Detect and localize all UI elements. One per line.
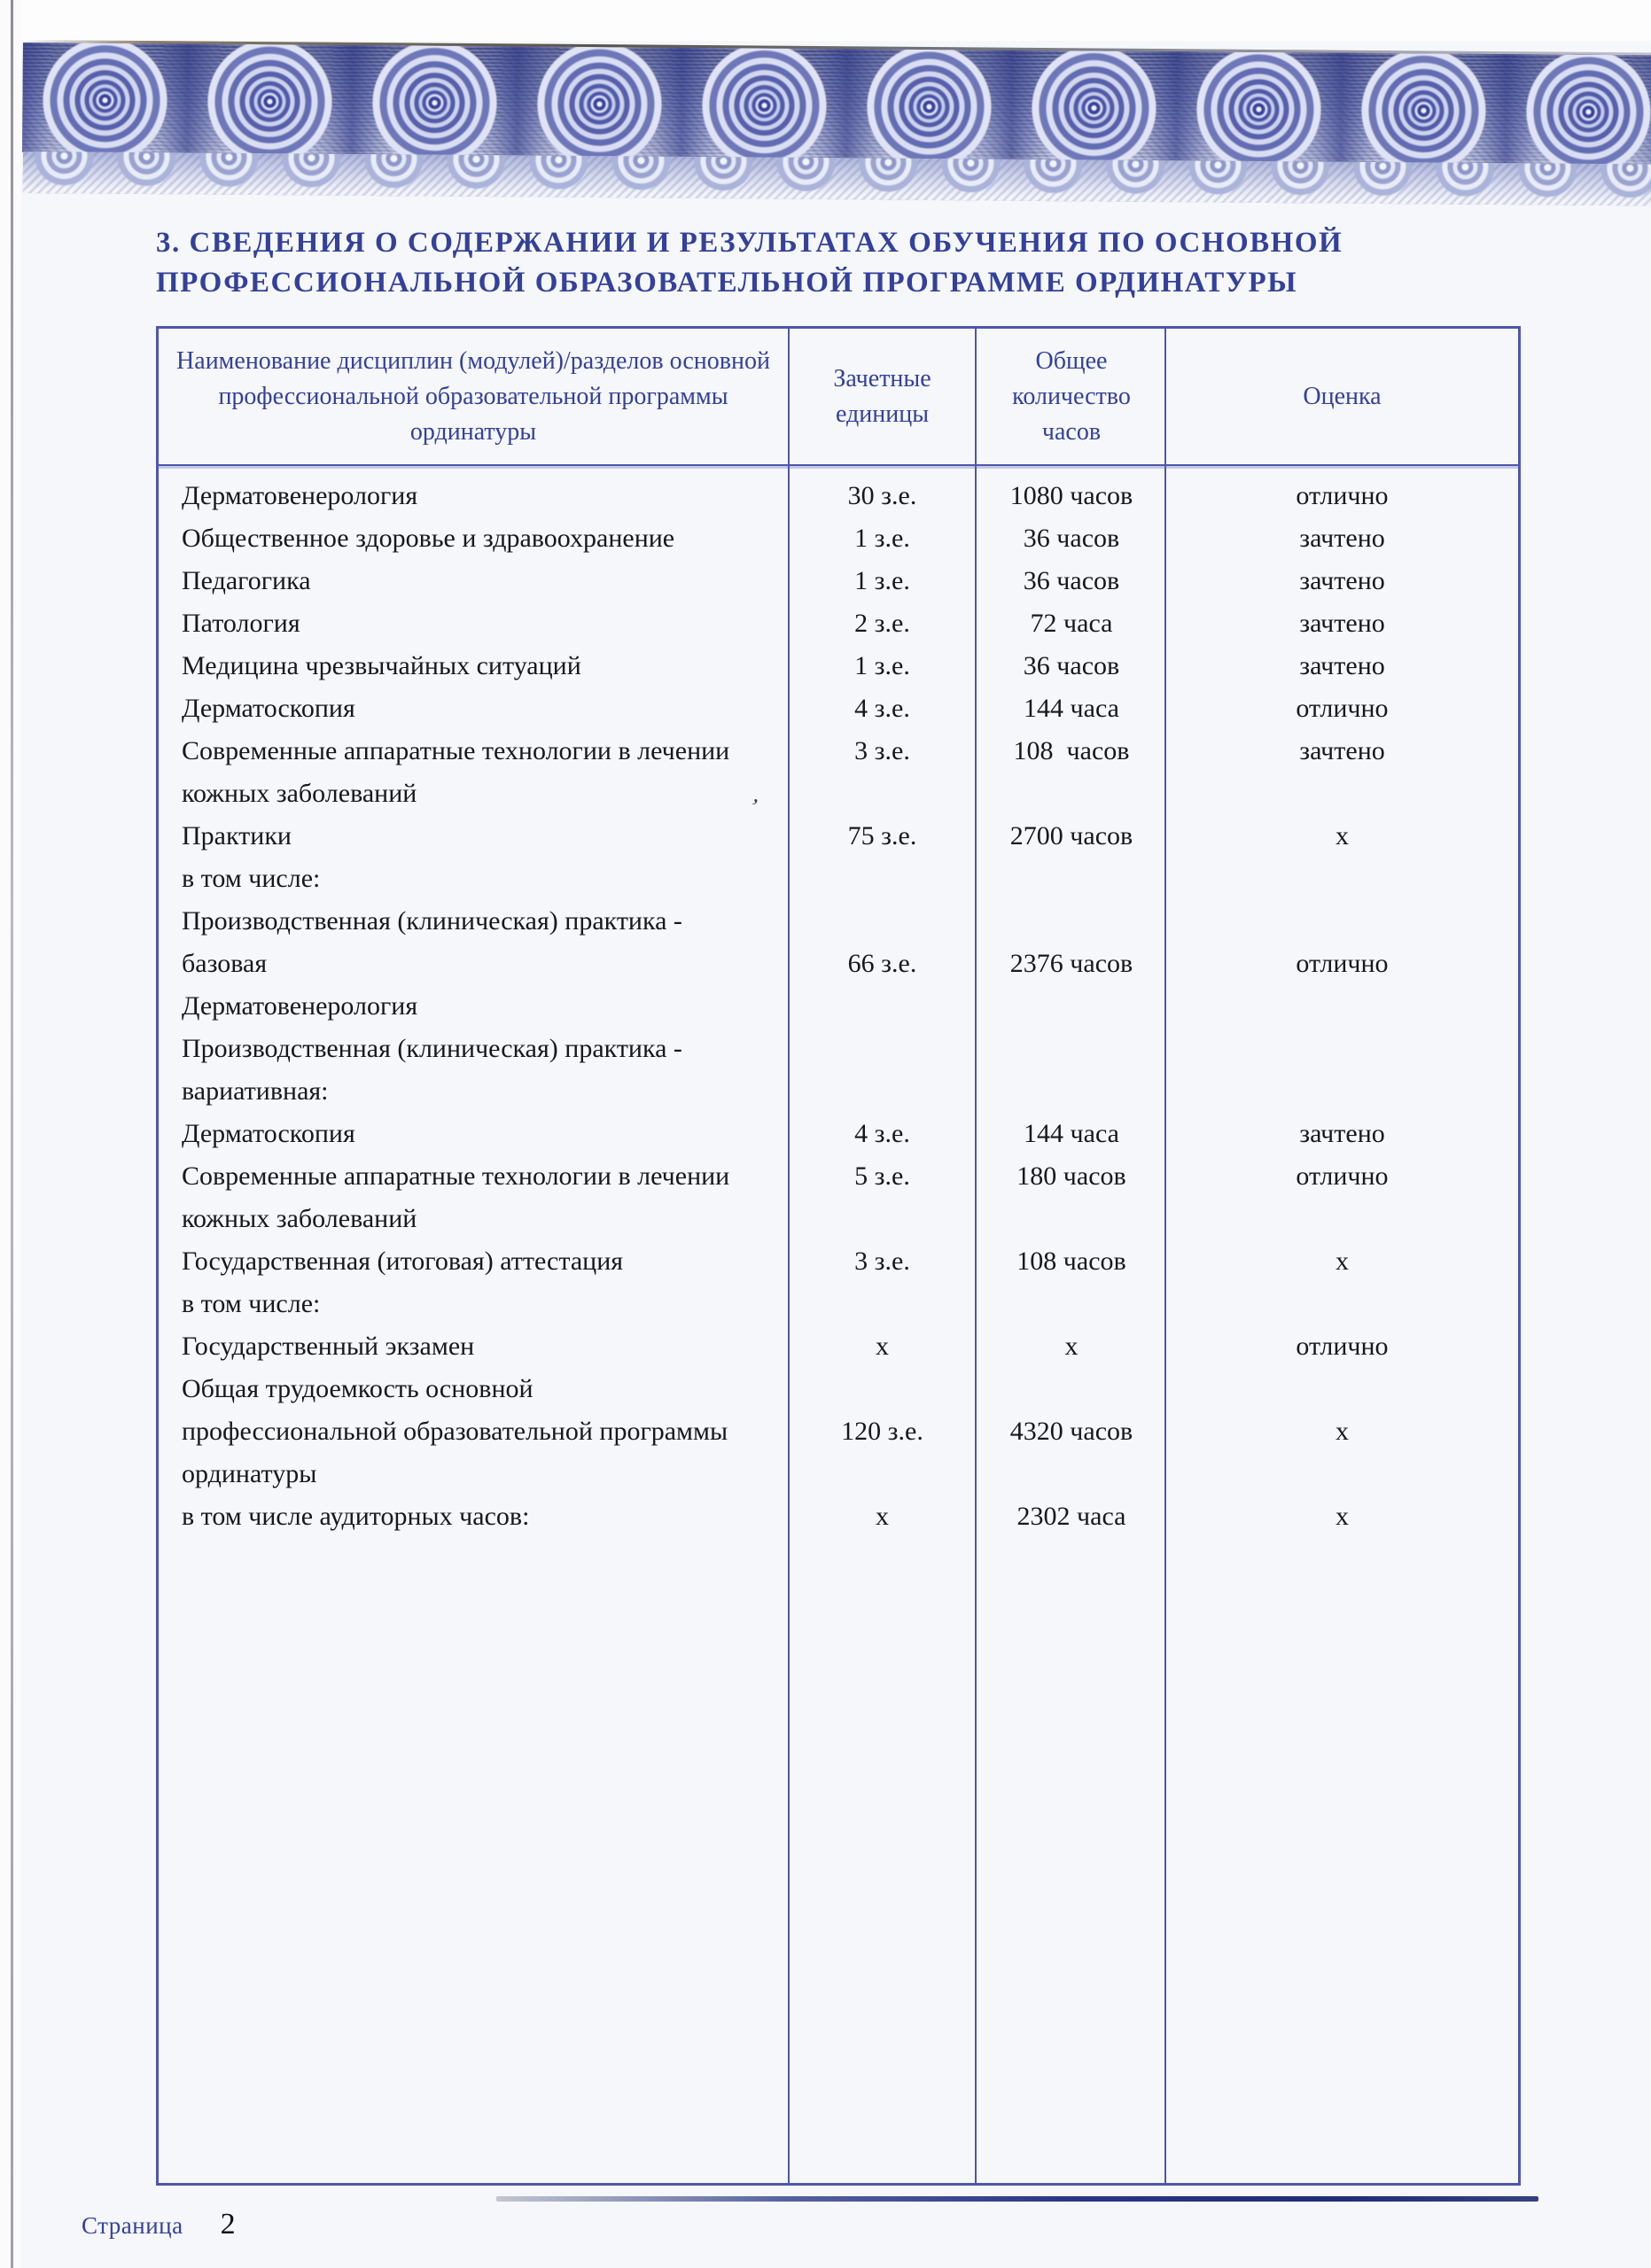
- column-divider-3: [1164, 329, 1166, 2183]
- header-credit-units: Зачетные единицы: [833, 364, 931, 428]
- scan-top-margin: [0, 0, 1651, 41]
- cell-discipline: Производственная (клиническая) практика -: [182, 1034, 682, 1063]
- column-divider-1: [788, 329, 790, 2183]
- cell-discipline: Современные аппаратные технологии в лечении: [182, 1161, 730, 1191]
- cell-credit-units: 120 з.е.: [841, 1417, 923, 1446]
- cell-total-hours: 72 часа: [1030, 609, 1113, 638]
- table-row: [159, 815, 1518, 858]
- table-row: [159, 773, 1518, 815]
- cell-grade: зачтено: [1299, 566, 1385, 595]
- header-total-hours: Общее количество часов: [1012, 346, 1131, 446]
- table-row: [159, 645, 1518, 687]
- cell-grade: отлично: [1296, 949, 1389, 978]
- footer-page-number: 2: [220, 2208, 236, 2241]
- cell-discipline: в том числе аудиторных часов:: [182, 1502, 530, 1531]
- guilloche-border: [22, 43, 1651, 166]
- cell-credit-units: 66 з.е.: [847, 949, 917, 978]
- table-row: [159, 1283, 1518, 1325]
- cell-credit-units: 1 з.е.: [854, 651, 910, 680]
- cell-credit-units: 3 з.е.: [854, 1247, 910, 1276]
- page-footer: [82, 2208, 236, 2241]
- cell-discipline: в том числе:: [182, 864, 321, 893]
- cell-discipline: Дерматоскопия: [182, 694, 355, 723]
- table-row: [159, 560, 1518, 602]
- table-row: [159, 985, 1518, 1028]
- cell-discipline: Дерматоскопия: [182, 1119, 355, 1148]
- cell-total-hours: 108 часов: [1013, 736, 1130, 765]
- cell-grade: х: [1336, 1247, 1349, 1276]
- cell-grade: зачтено: [1299, 736, 1385, 765]
- table-row: [159, 900, 1518, 943]
- cell-discipline: Практики: [182, 821, 292, 850]
- cell-discipline: Патология: [182, 609, 300, 638]
- cell-total-hours: 36 часов: [1023, 651, 1120, 680]
- section-title-line-1: 3. СВЕДЕНИЯ О СОДЕРЖАНИИ И РЕЗУЛЬТАТАХ ОБУЧЕНИЯ ПО ОСНОВНОЙ: [156, 227, 1343, 259]
- cell-discipline: Общественное здоровье и здравоохранение: [182, 524, 675, 553]
- cell-credit-units: 3 з.е.: [854, 736, 910, 765]
- table-row: [159, 1113, 1518, 1155]
- cell-credit-units: 1 з.е.: [854, 524, 910, 553]
- cell-credit-units: 4 з.е.: [854, 694, 910, 723]
- header-discipline: Наименование дисциплин (модулей)/разделов основной профессиональной образовательной программы ординатуры: [176, 346, 770, 446]
- cell-total-hours: 144 часа: [1024, 1119, 1119, 1148]
- cell-grade: зачтено: [1299, 1119, 1385, 1148]
- cell-grade: х: [1336, 1502, 1349, 1531]
- cell-total-hours: 180 часов: [1016, 1161, 1126, 1191]
- section-title: [156, 223, 1538, 303]
- scan-page-edge-line: [11, 0, 13, 2268]
- cell-credit-units: 4 з.е.: [854, 1119, 910, 1148]
- table-row: [159, 1240, 1518, 1283]
- cell-credit-units: 1 з.е.: [854, 566, 910, 595]
- cell-discipline: ординатуры: [182, 1459, 317, 1488]
- table-row: [159, 1453, 1518, 1495]
- cell-grade: х: [1336, 821, 1349, 850]
- cell-credit-units: 2 з.е.: [854, 609, 910, 638]
- cell-total-hours: х: [1064, 1332, 1079, 1361]
- header-grade: Оценка: [1303, 382, 1382, 410]
- cell-grade: зачтено: [1299, 609, 1385, 638]
- cell-discipline: базовая: [182, 949, 268, 978]
- table-row: [159, 1155, 1518, 1198]
- table-row: [159, 1410, 1518, 1453]
- cell-discipline: Общая трудоемкость основной: [182, 1374, 533, 1403]
- cell-grade: отлично: [1296, 1161, 1389, 1191]
- cell-total-hours: 1080 часов: [1009, 481, 1133, 510]
- cell-total-hours: 4320 часов: [1009, 1417, 1133, 1446]
- cell-discipline: Медицина чрезвычайных ситуаций: [182, 651, 581, 680]
- table-row: [159, 1495, 1518, 1538]
- table-row: [159, 687, 1518, 730]
- cell-discipline: в том числе:: [182, 1289, 321, 1318]
- table-row: [159, 517, 1518, 560]
- cell-grade: зачтено: [1299, 651, 1385, 680]
- table-row: [159, 602, 1518, 645]
- cell-credit-units: 75 з.е.: [847, 821, 917, 850]
- cell-grade: х: [1336, 1417, 1349, 1446]
- cell-grade: отлично: [1296, 1332, 1389, 1361]
- cell-total-hours: 144 часа: [1024, 694, 1119, 723]
- section-title-line-2: ПРОФЕССИОНАЛЬНОЙ ОБРАЗОВАТЕЛЬНОЙ ПРОГРАММЕ ОРДИНАТУРЫ: [156, 267, 1298, 299]
- cell-discipline: вариативная:: [182, 1076, 329, 1106]
- cell-grade: зачтено: [1299, 524, 1385, 553]
- table-row: [159, 858, 1518, 900]
- cell-total-hours: 2700 часов: [1009, 821, 1133, 850]
- cell-discipline: Дерматовенерология: [182, 991, 418, 1021]
- column-divider-2: [975, 329, 977, 2183]
- table-row: [159, 730, 1518, 773]
- footer-page-label: Страница: [82, 2212, 183, 2239]
- table-row: [159, 1198, 1518, 1240]
- cell-total-hours: 2376 часов: [1009, 949, 1133, 978]
- table-row: [159, 1368, 1518, 1410]
- table-row: [159, 1028, 1518, 1070]
- cell-credit-units: х: [876, 1332, 889, 1361]
- results-table: [156, 326, 1521, 2186]
- cell-total-hours: 108 часов: [1016, 1247, 1126, 1276]
- cell-total-hours: 36 часов: [1023, 524, 1120, 553]
- cell-credit-units: х: [876, 1502, 889, 1531]
- cell-discipline: Производственная (клиническая) практика -: [182, 906, 682, 936]
- cell-discipline: Дерматовенерология: [182, 481, 418, 510]
- cell-grade: отлично: [1296, 481, 1389, 510]
- table-header-row: [159, 329, 1518, 466]
- table-row: [159, 475, 1518, 517]
- table-row: [159, 1070, 1518, 1113]
- cell-discipline: кожных заболеваний: [182, 779, 417, 808]
- cell-grade: отлично: [1296, 694, 1389, 723]
- cell-discipline: профессиональной образовательной программы: [182, 1417, 728, 1446]
- cell-discipline: Государственный экзамен: [182, 1332, 475, 1361]
- cell-discipline: кожных заболеваний: [182, 1204, 417, 1233]
- cell-credit-units: 5 з.е.: [854, 1161, 910, 1191]
- table-row: [159, 943, 1518, 985]
- cell-total-hours: 2302 часа: [1016, 1502, 1126, 1531]
- cell-credit-units: 30 з.е.: [847, 481, 917, 510]
- table-body: [159, 466, 1518, 1538]
- scan-artifact-mark: ’: [745, 793, 762, 820]
- cell-total-hours: 36 часов: [1023, 566, 1120, 595]
- scan-bottom-band: [496, 2196, 1538, 2202]
- cell-discipline: Государственная (итоговая) аттестация: [182, 1247, 624, 1276]
- cell-discipline: Педагогика: [182, 566, 311, 595]
- table-row: [159, 1325, 1518, 1368]
- cell-discipline: Современные аппаратные технологии в лечении: [182, 736, 730, 765]
